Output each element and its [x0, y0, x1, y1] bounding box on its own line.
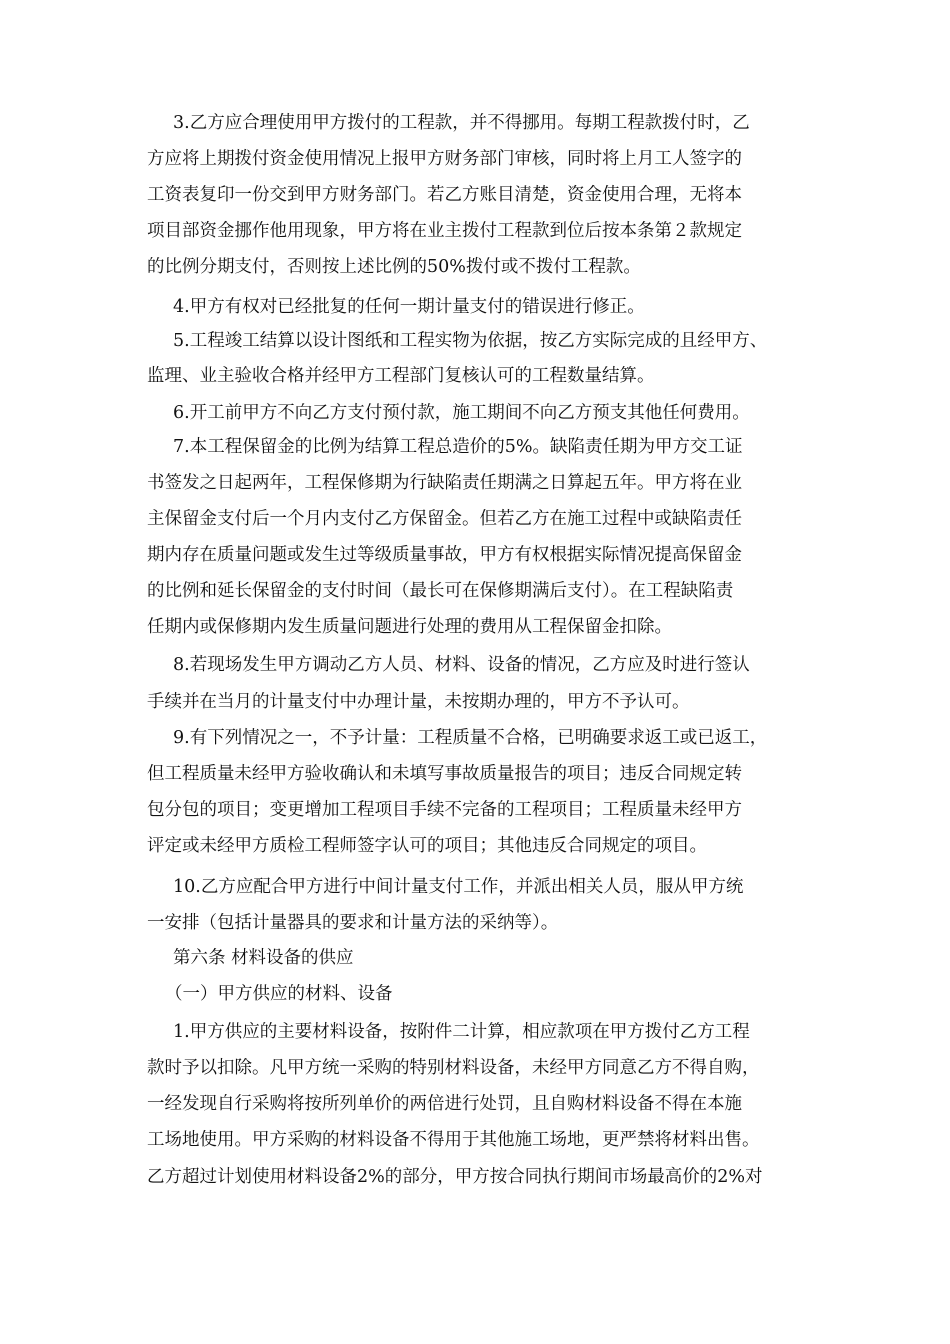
text-line: 工资表复印一份交到甲方财务部门。若乙方账目清楚，资金使用合理，无将本 — [147, 185, 742, 205]
text-line: 一经发现自行采购将按所列单价的两倍进行处罚，且自购材料设备不得在本施 — [147, 1094, 742, 1114]
text-line: 的比例和延长保留金的支付时间（最长可在保修期满后支付）。在工程缺陷责 — [147, 581, 734, 601]
text-line: 但工程质量未经甲方验收确认和未填写事故质量报告的项目；违反合同规定转 — [147, 764, 742, 784]
text-line: 方应将上期拨付资金使用情况上报甲方财务部门审核，同时将上月工人签字的 — [147, 149, 742, 169]
text-line: 工场地使用。甲方采购的材料设备不得用于其他施工场地，更严禁将材料出售。 — [147, 1130, 760, 1150]
text-line: 的比例分期支付，否则按上述比例的50%拨付或不拨付工程款。 — [147, 257, 641, 277]
text-line: 乙方超过计划使用材料设备2%的部分，甲方按合同执行期间市场最高价的2%对 — [147, 1167, 763, 1187]
section-heading: 第六条 材料设备的供应 — [173, 948, 354, 968]
text-line: 一安排（包括计量器具的要求和计量方法的采纳等）。 — [147, 913, 559, 933]
text-line: 项目部资金挪作他用现象，甲方将在业主拨付工程款到位后按本条第２款规定 — [147, 221, 742, 241]
text-line: 书签发之日起两年，工程保修期为行缺陷责任期满之日算起五年。甲方将在业 — [147, 473, 742, 493]
text-line: 期内存在质量问题或发生过等级质量事故，甲方有权根据实际情况提高保留金 — [147, 545, 742, 565]
text-line: 7.本工程保留金的比例为结算工程总造价的5%。缺陷责任期为甲方交工证 — [173, 437, 743, 457]
text-line: 监理、业主验收合格并经甲方工程部门复核认可的工程数量结算。 — [147, 366, 655, 386]
text-line: 10.乙方应配合甲方进行中间计量支付工作，并派出相关人员，服从甲方统 — [173, 877, 744, 897]
text-line: 8.若现场发生甲方调动乙方人员、材料、设备的情况，乙方应及时进行签认 — [173, 655, 750, 675]
text-line: 6.开工前甲方不向乙方支付预付款，施工期间不向乙方预支其他任何费用。 — [173, 403, 750, 423]
text-line: 任期内或保修期内发生质量问题进行处理的费用从工程保留金扣除。 — [147, 617, 672, 637]
text-line: 评定或未经甲方质检工程师签字认可的项目；其他违反合同规定的项目。 — [147, 836, 707, 856]
subsection-heading: （一）甲方供应的材料、设备 — [165, 984, 393, 1004]
text-line: 5.工程竣工结算以设计图纸和工程实物为依据，按乙方实际完成的且经甲方、 — [173, 331, 768, 351]
text-line: 1.甲方供应的主要材料设备，按附件二计算，相应款项在甲方拨付乙方工程 — [173, 1022, 750, 1042]
text-line: 9.有下列情况之一，不予计量：工程质量不合格，已明确要求返工或已返工， — [173, 728, 768, 748]
text-line: 3.乙方应合理使用甲方拨付的工程款，并不得挪用。每期工程款拨付时，乙 — [173, 113, 750, 133]
text-line: 包分包的项目；变更增加工程项目手续不完备的工程项目；工程质量未经甲方 — [147, 800, 742, 820]
text-line: 主保留金支付后一个月内支付乙方保留金。但若乙方在施工过程中或缺陷责任 — [147, 509, 742, 529]
text-line: 款时予以扣除。凡甲方统一采购的特别材料设备，未经甲方同意乙方不得自购， — [147, 1058, 760, 1078]
text-line: 手续并在当月的计量支付中办理计量，未按期办理的，甲方不予认可。 — [147, 692, 690, 712]
text-line: 4.甲方有权对已经批复的任何一期计量支付的错误进行修正。 — [173, 297, 645, 317]
